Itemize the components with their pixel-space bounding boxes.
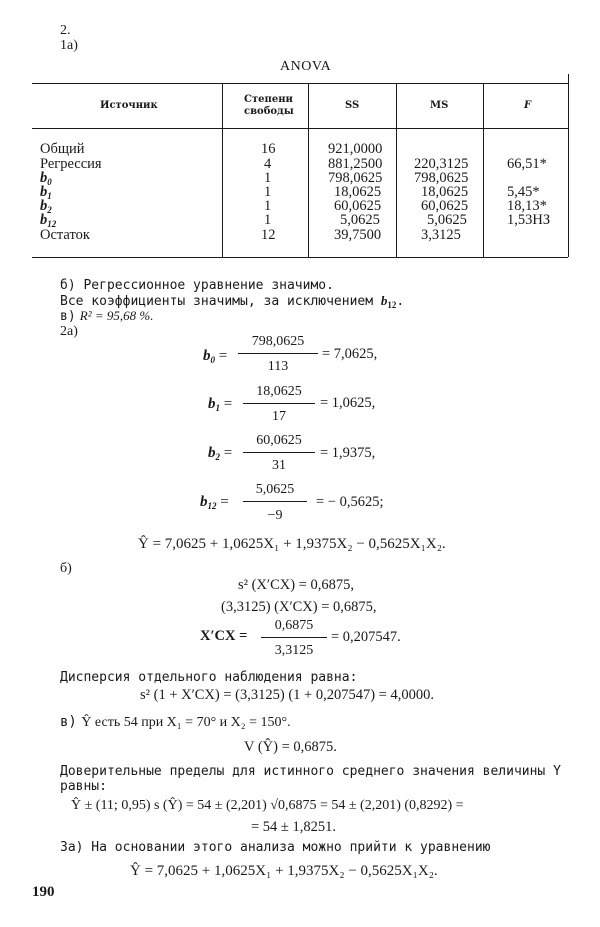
fraction-bar (243, 452, 315, 453)
row-source: $b_2$ (40, 198, 52, 215)
eq-final-model: Ŷ = 7,0625 + 1,0625X₁ + 1,9375X₂ − 0,5625X₁X₂. (130, 863, 438, 879)
row-ss: 798,0625 (328, 170, 383, 186)
row-df: 12 (261, 227, 276, 243)
row-df: 1 (264, 170, 272, 186)
header-ms: MS (430, 100, 449, 111)
row-df: 1 (264, 184, 272, 200)
eq-variance-y: V (Ŷ) = 0,6875. (244, 739, 337, 755)
part-2b: б) (60, 561, 72, 576)
fraction-bar (238, 353, 318, 354)
eq-b1-num: 18,0625 (256, 384, 302, 399)
header-ss: SS (345, 100, 360, 111)
row-f: 5,45* (507, 184, 540, 200)
row-ss: 18,0625 (334, 184, 382, 200)
row-ss: 60,0625 (334, 198, 382, 214)
eq-xcx-num: 0,6875 (274, 618, 314, 633)
row-df: 16 (261, 141, 276, 157)
header-source: Источник (100, 100, 158, 111)
row-ss: 39,7500 (334, 227, 382, 243)
row-source: $b_{12}$ (40, 212, 57, 229)
table-col-divider (483, 84, 484, 257)
eq-s2-xcx: s² (X′CX) = 0,6875, (238, 577, 354, 593)
table-right-edge (568, 74, 569, 257)
part-2a: 2а) (60, 324, 78, 339)
row-ms: 60,0625 (421, 198, 469, 214)
eq-b12-lhs: $b_{12}$ = (200, 494, 229, 511)
eq-b0-result: = 7,0625, (322, 346, 378, 362)
row-ms: 3,3125 (421, 227, 461, 243)
table-top-rule (32, 83, 568, 84)
eq-confidence-1: Ŷ ± (11; 0,95) s (Ŷ) = 54 ± (2,201) √0,6875 = 54 ± (2,201) (0,8292) = (71, 798, 464, 813)
dispersion-text: Дисперсия отдельного наблюдения равна: (60, 670, 358, 685)
eq-xcx-result: = 0,207547. (331, 629, 401, 645)
row-ss: 5,0625 (340, 212, 380, 228)
eq-b2-result: = 1,9375, (320, 445, 376, 461)
eq-b2-lhs: $b_2$ = (208, 445, 233, 462)
fraction-bar (243, 403, 315, 404)
row-f: 1,53НЗ (507, 212, 551, 228)
row-source: Остаток (40, 227, 90, 243)
row-ms: 5,0625 (427, 212, 467, 228)
header-df-line1: Степени (244, 94, 293, 105)
table-col-divider (222, 84, 223, 257)
eq-b12-result: = − 0,5625; (316, 494, 384, 510)
eq-xcx-lhs: X′CX = (200, 628, 248, 644)
page-number: 190 (32, 884, 55, 900)
eq-confidence-2: = 54 ± 1,8251. (251, 819, 337, 835)
fraction-bar (261, 637, 327, 638)
r-squared-line: в) R² = 95,68 %. (60, 308, 154, 324)
eq-b1-lhs: $b_1$ = (208, 396, 233, 413)
row-source: $b_1$ (40, 184, 52, 201)
part-3a-text: 3а) На основании этого анализа можно прийти к уравнению (60, 840, 491, 855)
row-source: $b_0$ (40, 170, 52, 187)
fraction-bar (243, 501, 307, 502)
row-f: 66,51* (507, 156, 547, 172)
eq-b2-num: 60,0625 (256, 433, 302, 448)
v-line: в) Ŷ есть 54 при X₁ = 70° и X₂ = 150°. (60, 714, 291, 730)
eq-xcx-den: 3,3125 (274, 643, 314, 658)
eq-b12-num: 5,0625 (255, 482, 295, 497)
row-ms: 798,0625 (414, 170, 469, 186)
table-bottom-rule (32, 257, 568, 258)
row-source: Общий (40, 141, 85, 157)
anova-title: ANOVA (280, 59, 332, 74)
row-ss: 921,0000 (328, 141, 383, 157)
table-col-divider (396, 84, 397, 257)
coefficients-line: Все коэффициенты значимы, за исключением $b_{12}$. (60, 293, 405, 310)
eq-regression-model: Ŷ = 7,0625 + 1,0625X₁ + 1,9375X₂ − 0,5625X₁X₂. (138, 536, 446, 552)
header-f: F (524, 100, 532, 111)
problem-number: 2. (60, 23, 71, 38)
row-ss: 881,2500 (328, 156, 383, 172)
eq-b0-den: 113 (267, 359, 289, 374)
table-col-divider (308, 84, 309, 257)
table-header-rule (32, 128, 568, 129)
row-df: 1 (264, 212, 272, 228)
eq-s2-xcx-sub: (3,3125) (X′CX) = 0,6875, (221, 599, 377, 615)
part-label: 1а) (60, 38, 78, 53)
eq-b1-result: = 1,0625, (320, 395, 376, 411)
eq-b0-num: 798,0625 (251, 334, 305, 349)
header-df-line2: свободы (244, 106, 294, 117)
eq-b0-lhs: $b_0$ = (203, 348, 228, 365)
row-f: 18,13* (507, 198, 547, 214)
eq-dispersion: s² (1 + X′CX) = (3,3125) (1 + 0,207547) = 4,0000. (140, 687, 434, 703)
regression-significant: б) Регрессионное уравнение значимо. (60, 278, 334, 293)
confidence-text: Доверительные пределы для истинного среднего значения величины Y (60, 764, 561, 779)
eq-b1-den: 17 (272, 409, 286, 424)
row-df: 4 (264, 156, 272, 172)
row-ms: 220,3125 (414, 156, 469, 172)
row-df: 1 (264, 198, 272, 214)
confidence-text-cont: равны: (60, 779, 107, 794)
eq-b12-den: −9 (267, 508, 283, 523)
eq-b2-den: 31 (272, 458, 286, 473)
row-ms: 18,0625 (421, 184, 469, 200)
row-source: Регрессия (40, 156, 102, 172)
